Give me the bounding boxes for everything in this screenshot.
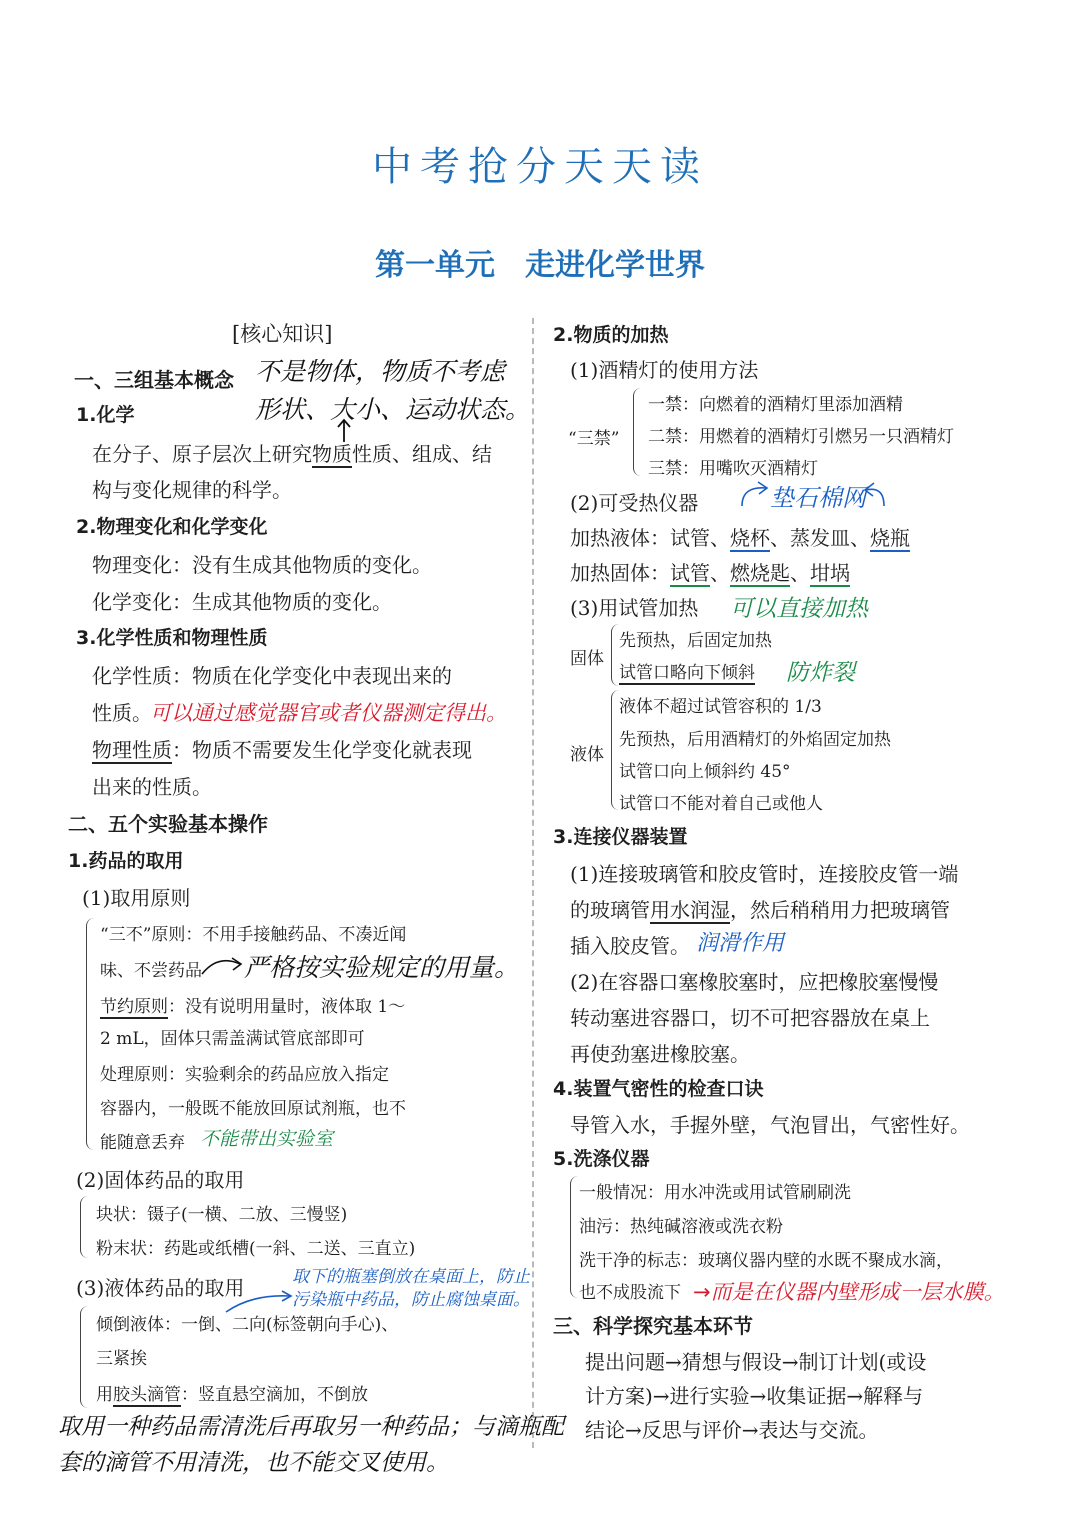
column-divider (532, 318, 534, 1448)
note-direct-heat: 可以直接加热 (730, 596, 868, 622)
note-cleaning-2: 套的滴管不用清洗，也不能交叉使用。 (58, 1450, 449, 1476)
heading-washing: 5.洗涤仪器 (553, 1148, 650, 1170)
note-stopper-2: 污染瓶中药品，防止腐蚀桌面。 (292, 1290, 530, 1310)
heading-taking-reagents: 1.药品的取用 (68, 850, 184, 872)
solid-heat-2: 试管口略向下倾斜 (619, 663, 755, 683)
page-title: 中考抢分天天读 (372, 144, 708, 190)
three-nots-2: 味、不尝药品 (100, 961, 202, 981)
note-strict-amount: 严格按实验规定的用量。 (244, 953, 520, 982)
core-knowledge-label: [核心知识] (232, 322, 333, 346)
three-bans-label: “三禁” (568, 429, 620, 449)
wash-brace (570, 1176, 579, 1298)
principles-brace (86, 918, 95, 1150)
liquid-label: 液体 (570, 745, 604, 765)
inquiry-steps-3: 结论→反思与评价→表达与交流。 (585, 1418, 879, 1442)
heading-airtightness: 4.装置气密性的检查口诀 (553, 1078, 764, 1100)
section-inquiry: 三、科学探究基本环节 (553, 1314, 753, 1338)
note-not-out-of-lab: 不能带出实验室 (200, 1128, 334, 1150)
curved-arrow-icon (736, 478, 772, 508)
heading-chemistry: 1.化学 (76, 404, 135, 426)
physical-property-2: 出来的性质。 (92, 775, 212, 799)
ban-3: 三禁：用嘴吹灭酒精灯 (648, 459, 818, 479)
solid-label: 固体 (570, 649, 604, 669)
chemistry-definition: 在分子、原子层次上研究物质性质、组成、结 (92, 442, 492, 466)
disposal-principle-3: 能随意丢弃 (100, 1133, 185, 1153)
chemical-change: 化学变化：生成其他物质的变化。 (92, 590, 392, 614)
section-basic-concepts: 一、三组基本概念 (74, 368, 234, 392)
chemistry-definition-2: 构与变化规律的科学。 (92, 478, 292, 502)
connect-4: (2)在容器口塞橡胶塞时，应把橡胶塞慢慢 (570, 970, 939, 994)
note-not-object: 不是物体，物质不考虑 (255, 357, 506, 386)
taking-principles: (1)取用原则 (82, 886, 191, 910)
connect-5: 转动塞进容器口，切不可把容器放在桌上 (570, 1006, 930, 1030)
heat-solid-instruments: 加热固体：试管、燃烧匙、坩埚 (570, 561, 850, 585)
connect-6: 再使劲塞进橡胶塞。 (570, 1042, 750, 1066)
section-operations: 二、五个实验基本操作 (68, 812, 268, 836)
note-prevent-crack: 防炸裂 (786, 660, 855, 686)
liquid-taking: (3)液体药品的取用 (76, 1276, 245, 1300)
note-water-film: →而是在仪器内壁形成一层水膜。 (693, 1280, 1005, 1304)
bans-brace (633, 388, 642, 476)
liquid-heat-1: 液体不超过试管容积的 1/3 (619, 697, 822, 717)
solid-brace (80, 1196, 89, 1258)
note-cleaning: 取用一种药品需清洗后再取另一种药品；与滴瓶配 (58, 1414, 564, 1440)
connect-2: 的玻璃管用水润湿，然后稍稍用力把玻璃管 (570, 898, 950, 922)
unit-title: 第一单元 走进化学世界 (375, 248, 705, 283)
three-nots-1: “三不”原则：不用手接触药品、不凑近闻 (100, 925, 407, 945)
saving-principle-2: 2 mL，固体只需盖满试管底部即可 (100, 1029, 365, 1049)
note-not-object-2: 形状、大小、运动状态。 (255, 395, 531, 424)
pour-liquid-2: 三紧挨 (96, 1349, 147, 1369)
inquiry-steps-2: 计方案)→进行实验→收集证据→解释与 (585, 1384, 924, 1408)
heatable-instruments: (2)可受热仪器 (570, 491, 699, 515)
liquid-heat-2: 先预热，后用酒精灯的外焰固定加热 (619, 730, 891, 750)
physical-property: 物理性质：物质不需要发生化学变化就表现 (92, 738, 472, 762)
heat-liquid-instruments: 加热液体：试管、烧杯、蒸发皿、烧瓶 (570, 526, 910, 550)
note-lubrication: 润滑作用 (696, 931, 785, 956)
note-asbestos-gauze: 垫石棉网 (770, 484, 866, 512)
heading-connecting: 3.连接仪器装置 (553, 826, 688, 848)
solid-powder: 粉末状：药匙或纸槽(一斜、二送、三直立) (96, 1239, 416, 1259)
dropper: 用胶头滴管：竖直悬空滴加，不倒放 (96, 1385, 368, 1405)
alcohol-lamp-usage: (1)酒精灯的使用方法 (570, 358, 759, 382)
pour-liquid: 倾倒液体：一倒、二向(标签朝向手心)、 (96, 1315, 399, 1335)
disposal-principle-2: 容器内，一般既不能放回原试剂瓶，也不 (100, 1099, 406, 1119)
note-stopper: 取下的瓶塞倒放在桌面上，防止 (292, 1267, 530, 1287)
curved-arrow-icon (862, 478, 890, 508)
ban-2: 二禁：用燃着的酒精灯引燃另一只酒精灯 (648, 427, 954, 447)
heading-changes: 2.物理变化和化学变化 (76, 516, 268, 538)
solid-lump: 块状：镊子(一横、二放、三慢竖) (96, 1205, 348, 1225)
airtightness-rhyme: 导管入水，手握外壁，气泡冒出，气密性好。 (570, 1113, 970, 1137)
solid-heat-1: 先预热，后固定加热 (619, 631, 772, 651)
tube-heating: (3)用试管加热 (570, 596, 699, 620)
physical-change: 物理变化：没有生成其他物质的变化。 (92, 553, 432, 577)
connect-3: 插入胶皮管。 (570, 934, 690, 958)
chemical-property-2: 性质。 (92, 701, 152, 725)
ban-1: 一禁：向燃着的酒精灯里添加酒精 (648, 395, 903, 415)
wash-clean-sign: 洗干净的标志：玻璃仪器内壁的水既不聚成水滴， (579, 1251, 953, 1271)
heading-properties: 3.化学性质和物理性质 (76, 627, 268, 649)
heading-heating: 2.物质的加热 (553, 324, 669, 346)
liquid-heat-3: 试管口向上倾斜约 45° (619, 762, 791, 782)
disposal-principle: 处理原则：实验剩余的药品应放入指定 (100, 1065, 389, 1085)
saving-principle: 节约原则：没有说明用量时，液体取 1～ (100, 997, 406, 1017)
note-sense-organs: 可以通过感觉器官或者仪器测定得出。 (150, 701, 507, 725)
liquid-heat-4: 试管口不能对着自己或他人 (619, 794, 823, 814)
connect-1: (1)连接玻璃管和胶皮管时，连接胶皮管一端 (570, 862, 959, 886)
chemical-property: 化学性质：物质在化学变化中表现出来的 (92, 664, 452, 688)
wash-clean-sign-2: 也不成股流下 (579, 1283, 681, 1303)
curved-arrow-icon (198, 950, 246, 978)
solid-taking: (2)固体药品的取用 (76, 1168, 245, 1192)
wash-grease: 油污：热纯碱溶液或洗衣粉 (579, 1217, 783, 1237)
liquid-brace (80, 1306, 89, 1408)
inquiry-steps-1: 提出问题→猜想与假设→制订计划(或设 (585, 1350, 927, 1374)
wash-general: 一般情况：用水冲洗或用试管刷刷洗 (579, 1183, 851, 1203)
